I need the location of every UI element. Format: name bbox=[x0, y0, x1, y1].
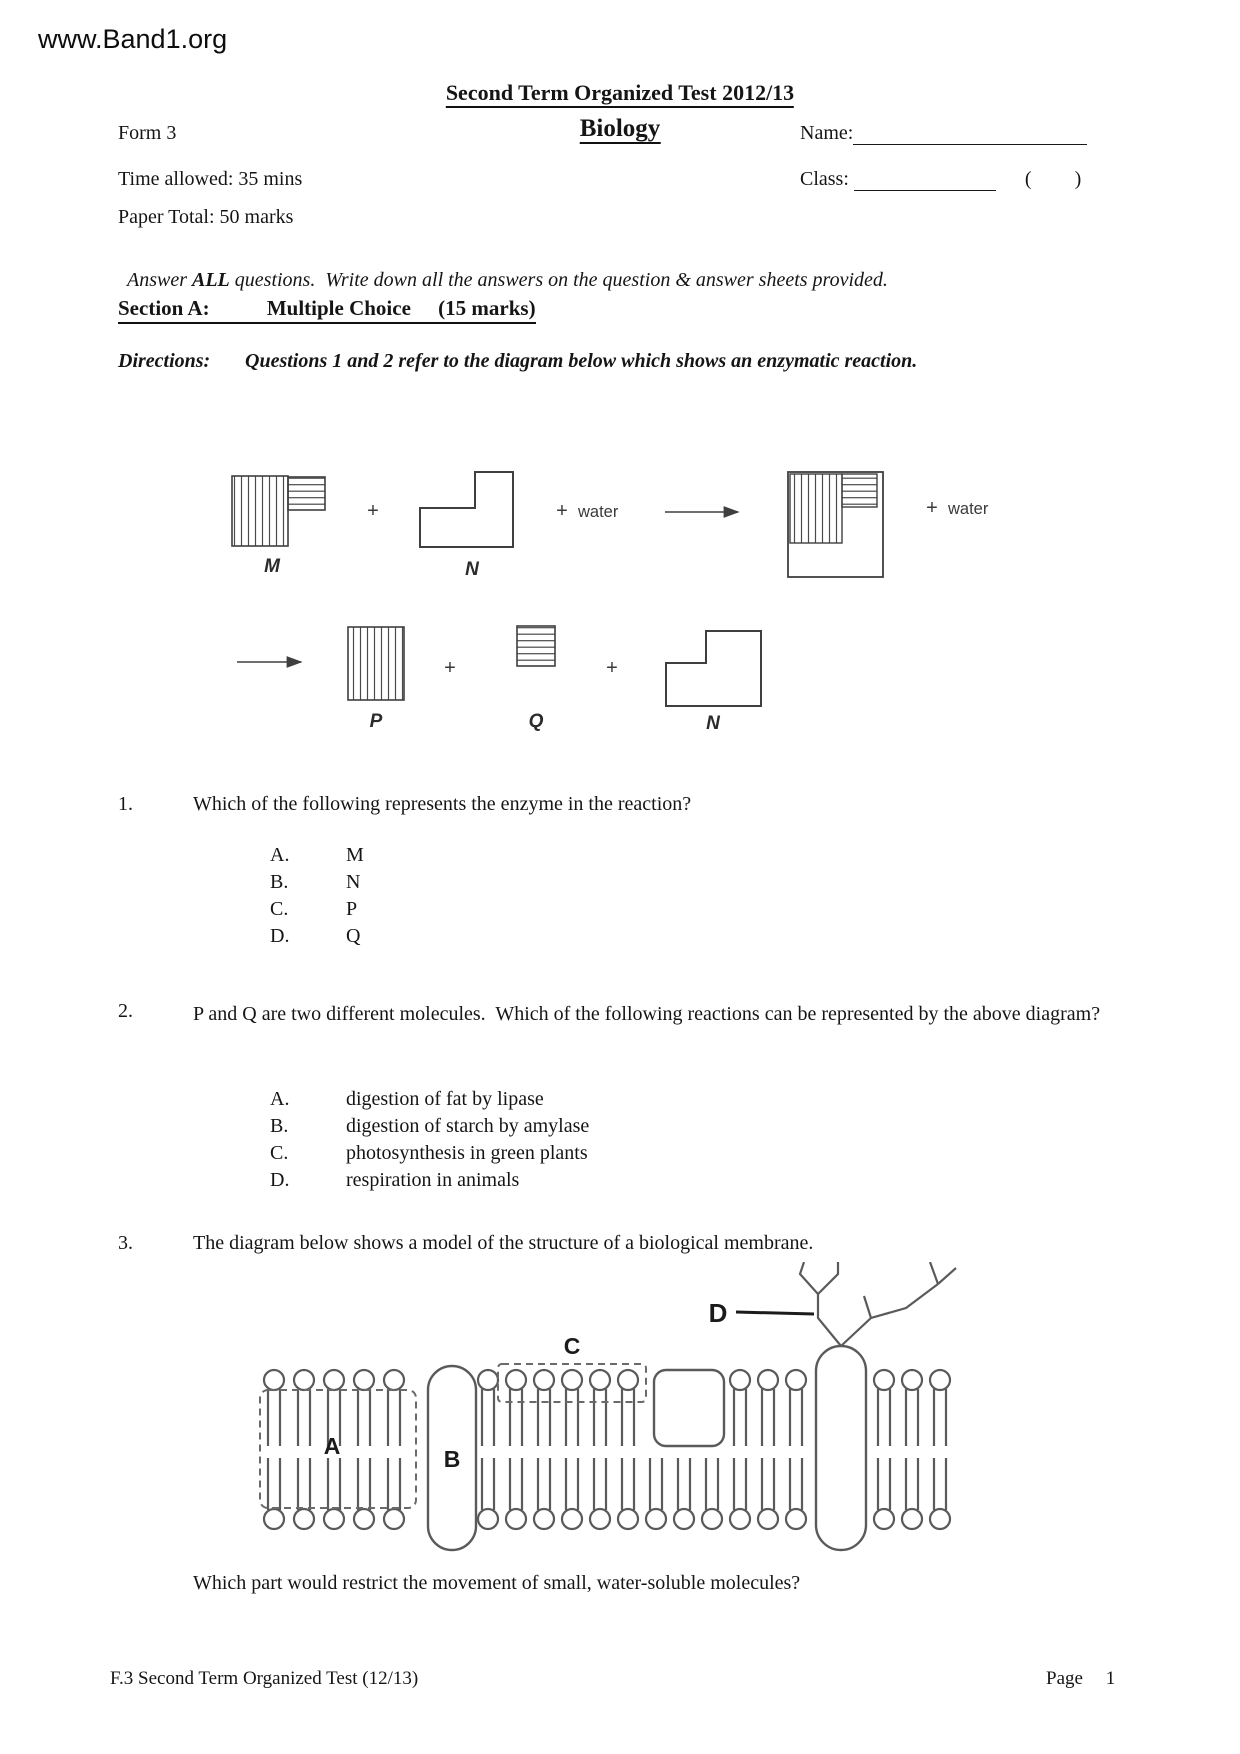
membrane-protein-square bbox=[654, 1370, 724, 1446]
q1-option-d-text: Q bbox=[346, 925, 361, 947]
label-p: P bbox=[369, 711, 383, 732]
section-a-heading bbox=[118, 296, 536, 324]
label-n: N bbox=[465, 559, 479, 580]
q3-number: 3. bbox=[118, 1232, 133, 1254]
q3-followup: Which part would restrict the movement of small, water-soluble molecules? bbox=[193, 1572, 801, 1594]
site-watermark: www.Band1.org bbox=[38, 24, 228, 54]
label-d-pointer-line bbox=[736, 1312, 814, 1314]
class-label: Class: bbox=[800, 168, 849, 190]
instruction-suffix: questions. Write down all the answers on the question & answer sheets provided. bbox=[229, 269, 888, 291]
plus-sign-5: + bbox=[606, 657, 618, 679]
subject-title: Biology bbox=[579, 115, 661, 142]
footer-page bbox=[1046, 1668, 1115, 1690]
label-n2: N bbox=[706, 713, 720, 734]
section-title: Multiple Choice bbox=[266, 296, 411, 320]
q2-option-a-letter: A. bbox=[270, 1088, 290, 1110]
q1-number: 1. bbox=[118, 793, 133, 815]
q2-option-d bbox=[270, 1167, 589, 1194]
q2-option-c-letter: C. bbox=[270, 1142, 289, 1164]
section-label: Section A: bbox=[118, 296, 210, 320]
instruction-emphasis: ALL bbox=[192, 269, 230, 291]
q1-option-a bbox=[270, 842, 364, 869]
membrane-label-d: D bbox=[708, 1298, 728, 1328]
q1-option-b-text: N bbox=[346, 871, 361, 893]
q2-option-a bbox=[270, 1086, 589, 1113]
q2-option-b bbox=[270, 1113, 589, 1140]
q1-option-c bbox=[270, 896, 364, 923]
q2-option-b-letter: B. bbox=[270, 1115, 289, 1137]
plus-sign-2: + bbox=[556, 500, 568, 522]
footer-page-number: 1 bbox=[1105, 1668, 1116, 1689]
enzyme-substrate-complex-shape bbox=[788, 472, 883, 577]
product-q-shape bbox=[517, 626, 555, 666]
directions-text: Questions 1 and 2 refer to the diagram below which shows an enzymatic reaction. bbox=[245, 350, 918, 372]
glycoprotein-capsule bbox=[816, 1346, 866, 1550]
class-field bbox=[800, 168, 1081, 191]
enzyme-n-shape bbox=[420, 472, 513, 547]
membrane-label-c: C bbox=[563, 1333, 581, 1359]
enzyme-n-shape-2 bbox=[666, 631, 761, 706]
q2-text: P and Q are two different molecules. Which of the following reactions can be represented by the above diagram? bbox=[193, 1003, 1101, 1025]
plus-sign-3: + bbox=[926, 497, 938, 519]
membrane-label-b: B bbox=[443, 1446, 461, 1472]
q2-option-c-text: photosynthesis in green plants bbox=[346, 1142, 588, 1164]
q1-option-a-text: M bbox=[346, 844, 364, 866]
membrane-label-a: A bbox=[323, 1433, 341, 1459]
q2-option-d-letter: D. bbox=[270, 1169, 290, 1191]
footer-document-title: F.3 Second Term Organized Test (12/13) bbox=[110, 1668, 419, 1689]
label-q: Q bbox=[528, 711, 544, 732]
plus-sign-1: + bbox=[367, 500, 379, 522]
plus-sign-4: + bbox=[444, 657, 456, 679]
q1-option-b bbox=[270, 869, 364, 896]
enzyme-reaction-diagram bbox=[210, 462, 1020, 738]
substrate-m-shape bbox=[232, 476, 325, 546]
label-m: M bbox=[264, 556, 280, 577]
directions-label: Directions: bbox=[118, 350, 211, 372]
time-allowed: Time allowed: 35 mins bbox=[118, 168, 303, 190]
name-blank-line bbox=[853, 124, 1087, 145]
q1-option-c-text: P bbox=[346, 898, 358, 920]
footer-page-label: Page bbox=[1046, 1668, 1083, 1689]
exam-title: Second Term Organized Test 2012/13 bbox=[446, 80, 794, 108]
water-text-2: water bbox=[948, 500, 989, 518]
instruction-prefix: Answer bbox=[127, 269, 192, 291]
subject-wrap bbox=[580, 115, 661, 143]
q2-option-d-text: respiration in animals bbox=[346, 1169, 520, 1191]
section-a-heading-wrap bbox=[118, 296, 536, 321]
q1-option-a-letter: A. bbox=[270, 844, 290, 866]
class-paren-open: ( bbox=[1024, 168, 1032, 190]
q1-option-b-letter: B. bbox=[270, 871, 289, 893]
q1-option-c-letter: C. bbox=[270, 898, 289, 920]
form-level: Form 3 bbox=[118, 122, 177, 144]
name-label: Name: bbox=[800, 122, 854, 144]
class-blank-line bbox=[854, 170, 996, 191]
q2-options bbox=[270, 1086, 589, 1194]
q1-option-d-letter: D. bbox=[270, 925, 290, 947]
q1-options bbox=[270, 842, 364, 950]
q3-text: The diagram below shows a model of the structure of a biological membrane. bbox=[193, 1232, 814, 1254]
membrane-diagram bbox=[258, 1262, 958, 1562]
water-text-1: water bbox=[578, 503, 619, 521]
carbohydrate-branches bbox=[800, 1262, 956, 1346]
paper-total: Paper Total: 50 marks bbox=[118, 206, 294, 228]
q1-option-d bbox=[270, 923, 364, 950]
product-p-shape bbox=[348, 627, 404, 700]
q2-option-c bbox=[270, 1140, 589, 1167]
class-paren-close: ) bbox=[1074, 168, 1082, 190]
q2-number: 2. bbox=[118, 1000, 133, 1022]
section-marks: (15 marks) bbox=[438, 296, 536, 320]
q2-option-a-text: digestion of fat by lipase bbox=[346, 1088, 544, 1110]
q1-text: Which of the following represents the enzyme in the reaction? bbox=[193, 793, 692, 815]
q2-option-b-text: digestion of starch by amylase bbox=[346, 1115, 590, 1137]
name-field bbox=[800, 122, 1087, 145]
exam-title-wrap bbox=[446, 80, 794, 106]
